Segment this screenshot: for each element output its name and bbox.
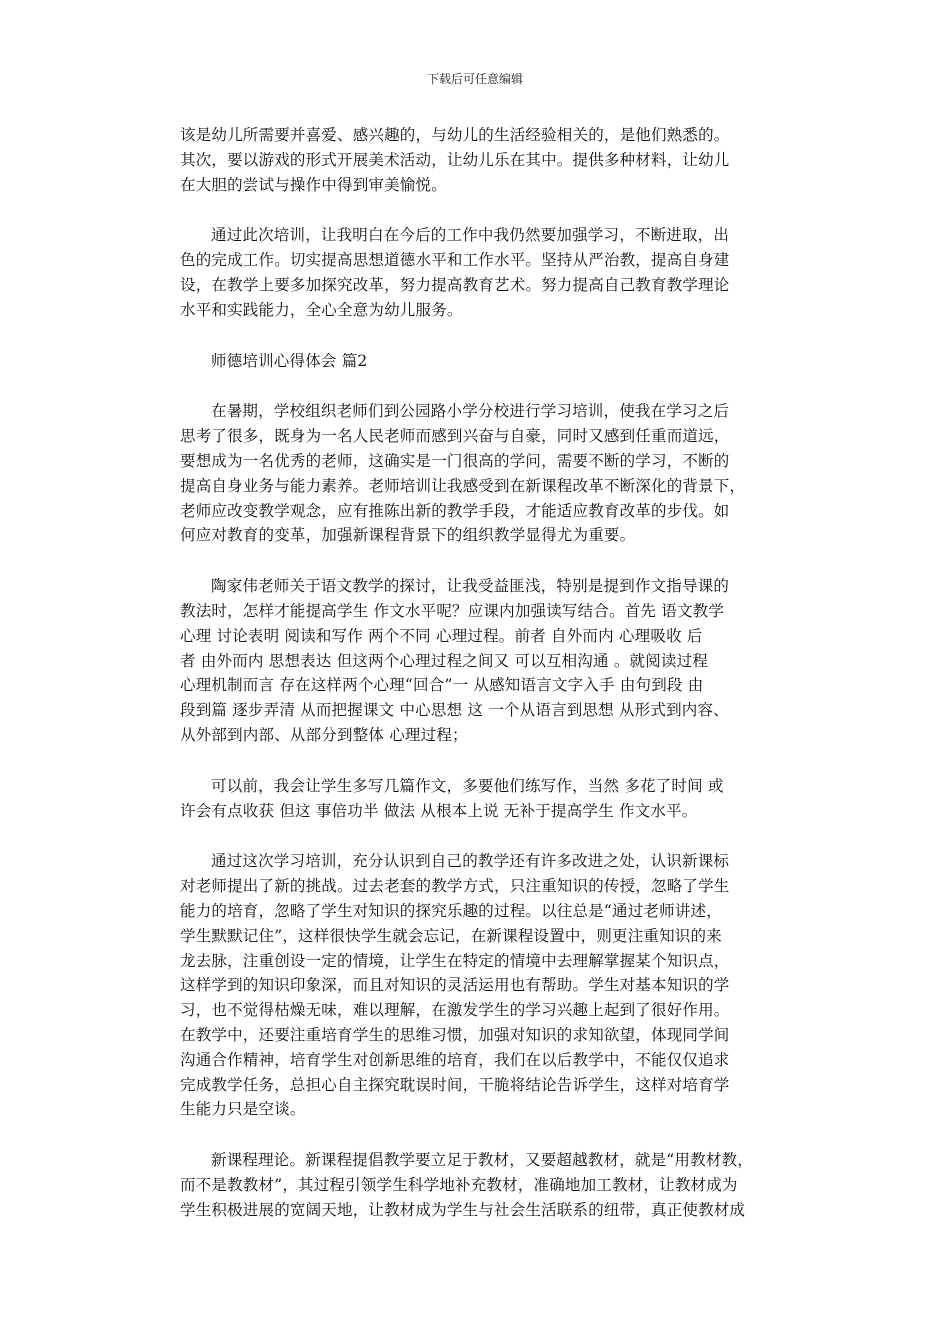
paragraph-6: 通过这次学习培训，充分认识到自己的教学还有许多改进之处，认识新课标 对老师提出了新的挑战。过去老套的教学方式，只注重知识的传授，忽略了学生 能力的培育，忽略了学生对知识的探究乐趣的过程。以往总是“通过老师讲述， 学生默默记住”，这样很快学生就会忘记，在新课程设置中，则更注重知识的来 龙去脉，注重创设一定的情境，让学生在特定的情境中去理解掌握某个知识点， 这样学到的知识印象深，而且对知识的灵活运用也有帮助。学生对基本知识的学 习，也不觉得枯燥无味，难以理解，在激发学生的学习兴趣上起到了很好作用。 在教学中，还要注重培育学生的思维习惯，加强对知识的求知欲望，体现同学间 沟通合作精神，培育学生对创新思维的培育，我们在以后教学中，不能仅仅追求 完成教学任务，总担心自主探究耽误时间，干脆将结论告诉学生，这样对培育学 生能力只是空谈。 xyxy=(180,852,730,1119)
paragraph-4: 陶家伟老师关于语文教学的探讨，让我受益匪浅，特别是提到作文指导课的 教法时，怎样才能提高学生 作文水平呢？应课内加强读写结合。首先 语文教学 心理 讨论表明 阅读和写作 两个不同 心理过程。前者 自外而内 心理吸收 后 者 由外而内 思想表达 但这两个心理过程之间又 可以互相沟通 。就阅读过程 心理机制而言 存在这样两个心理“回合”一 从感知语言文字入手 由句到段 由 段到篇 逐步弄清 从而把握课文 中心思想 这 一个从语言到思想 从形式到内容、 从外部到内部、从部分到整体 心理过程； xyxy=(180,577,730,744)
header-note: 下载后可任意编辑 xyxy=(426,72,523,86)
paragraph-7: 新课程理论。新课程提倡教学要立足于教材，又要超越教材，就是“用教材教， 而不是教教材”，其过程引领学生科学地补充教材，准确地加工教材，让教材成为 学生积极进展的宽阔天地，让教材成为学生与社会生活联系的纽带，真正使教材成 xyxy=(180,1151,753,1219)
paragraph-1: 该是幼儿所需要并喜爱、感兴趣的，与幼儿的生活经验相关的，是他们熟悉的。 其次，要以游戏的形式开展美术活动，让幼儿乐在其中。提供多种材料，让幼儿 在大胆的尝试与操作中得到审美愉悦。 xyxy=(180,126,730,194)
document-body xyxy=(180,123,772,1248)
paragraph-3: 在暑期，学校组织老师们到公园路小学分校进行学习培训，使我在学习之后 思考了很多，既身为一名人民老师而感到兴奋与自豪，同时又感到任重而道远， 要想成为一名优秀的老师，这确实是一门很高的学问，需要不断的学习，不断的 提高自身业务与能力素养。老师培训让我感受到在新课程改革不断深化的背景下， 老师应改变教学观念，应有推陈出新的教学手段，才能适应教育改革的步伐。如 何应对教育的变革，加强新课程背景下的组织教学显得尤为重要。 xyxy=(180,402,746,545)
section-heading: 师德培训心得体会 篇2 xyxy=(211,351,368,370)
paragraph-2: 通过此次培训，让我明白在今后的工作中我仍然要加强学习，不断进取，出 色的完成工作。切实提高思想道德水平和工作水平。坚持从严治教，提高自身建 设，在教学上要多加探究改革，努力提高教育艺术。努力提高自己教育教学理论 水平和实践能力，全心全意为幼儿服务。 xyxy=(180,226,730,319)
paragraph-5: 可以前，我会让学生多写几篇作文，多要他们练写作，当然 多花了时间 或 许会有点收获 但这 事倍功半 做法 从根本上说 无补于提高学生 作文水平。 xyxy=(180,776,724,820)
